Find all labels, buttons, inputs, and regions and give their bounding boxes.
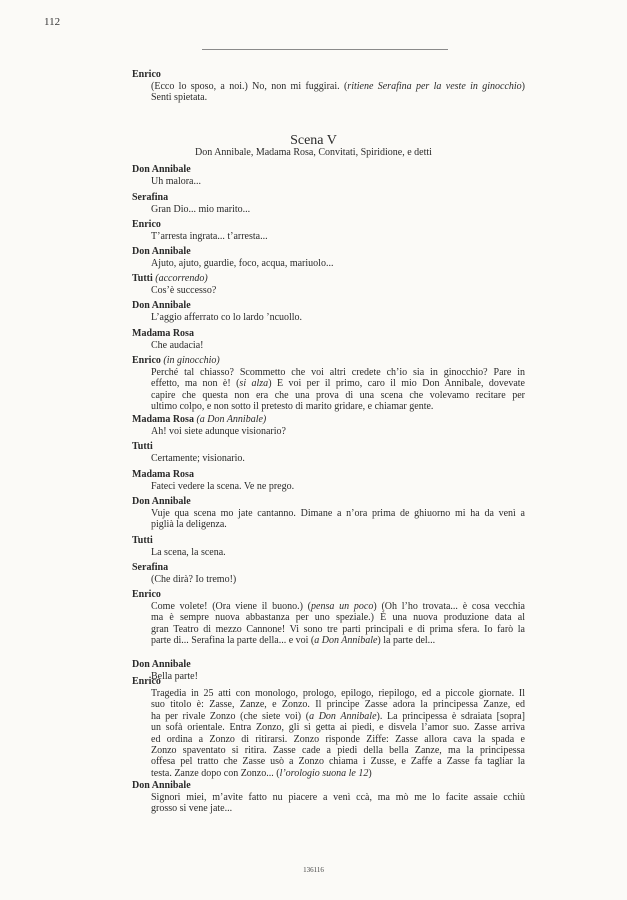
speaker-name [132, 676, 161, 688]
inline-direction: a Don Annibale [309, 710, 377, 722]
dialogue-line [151, 453, 525, 465]
dialogue-line [151, 711, 525, 723]
speaker-label: Don Annibale [132, 496, 191, 507]
dialogue-line [151, 378, 525, 390]
line-text: Ah! voi siete adunque visionario? [151, 426, 286, 437]
line-text: ha per rivale Zonzo (che siete voi) ( [151, 710, 310, 722]
stage-direction: (in ginocchio) [160, 355, 220, 366]
speaker-label: Don Annibale [132, 164, 191, 175]
speaker-name [132, 441, 153, 453]
speaker-label: Serafina [132, 562, 169, 573]
speaker-name [132, 355, 220, 367]
line-text: Fateci vedere la scena. Ve ne prego. [151, 481, 295, 492]
line-text: ). La principessa è sdraiata [sopra] [376, 710, 525, 722]
speaker-label: Don Annibale [132, 780, 191, 791]
line-text: piglià la deligenza. [151, 519, 227, 531]
dialogue-line [151, 401, 525, 413]
dialogue-line [151, 547, 525, 559]
line-text: ) [368, 767, 372, 779]
dialogue-line [151, 722, 525, 734]
dialogue-line [151, 231, 525, 243]
speaker-label: Enrico [132, 69, 161, 80]
line-text: offesa pel tratto che Zasse usò a Zonzo chiama i Zusse, e Zaffe a Zasse fa tagliar la [151, 756, 525, 768]
speaker-label: Tutti [132, 441, 153, 452]
speaker-label: Don Annibale [132, 659, 191, 670]
speaker-name [132, 535, 153, 547]
line-text: ) (Oh l’ho trovata... è cosa vecchia [373, 601, 525, 612]
speaker-name [132, 414, 266, 426]
line-text: capire che questa non era che una prova di una scena che volevamo recitare per [151, 389, 525, 401]
speaker-name [132, 469, 194, 481]
dialogue-line [151, 671, 525, 683]
dialogue-line [151, 792, 525, 804]
line-text: (Ecco lo sposo, a noi.) No, non mi fuggirai. ( [151, 81, 348, 92]
speaker-label: Tutti [132, 535, 153, 546]
line-text: (Che dirà? Io tremo!) [151, 574, 237, 585]
line-text: La scena, la scena. [151, 547, 226, 558]
header-rule [202, 49, 448, 50]
inline-direction: pensa un poco [311, 601, 374, 612]
line-text: Perché tal chiasso? Scommetto che voi altri credete ch’io sia in ginocchio? Pare in [151, 367, 525, 378]
dialogue-line [151, 508, 525, 520]
dialogue-line [151, 803, 525, 815]
line-text: ) E voi per il primo, caro il mio Don Annibale, dovevate [268, 378, 525, 390]
dialogue-line [151, 612, 525, 624]
speaker-label: Enrico [132, 676, 161, 687]
dialogue-line [151, 688, 525, 700]
dialogue-line [151, 204, 525, 216]
line-text: T’arresta ingrata... t’arresta... [151, 231, 268, 242]
inline-direction: a Don Annibale [314, 635, 378, 647]
line-text: Certamente; visionario. [151, 453, 245, 464]
dialogue-line [151, 367, 525, 379]
stage-direction: (accorrendo) [152, 273, 208, 284]
dialogue-line [151, 734, 525, 746]
speaker-label: Serafina [132, 192, 169, 203]
speaker-label: Enrico [132, 355, 161, 366]
dialogue-line [151, 258, 525, 270]
line-text: Senti spietata. [151, 92, 208, 104]
speaker-label: Tutti [132, 273, 153, 284]
dialogue-line [151, 92, 525, 104]
line-text: Vuje qua scena mo jate cantanno. Dimane a n’ora prima de ghiuorno mi ha da venì a [151, 508, 525, 519]
line-text: testa. Zanze dopo con Zonzo... ( [151, 767, 280, 779]
speaker-name [132, 300, 191, 312]
inline-direction: ritiene Serafina per la veste in ginocchio [347, 81, 522, 92]
speaker-name [132, 273, 208, 285]
page-number: 112 [44, 16, 61, 28]
speaker-name [132, 659, 191, 671]
dialogue-line [151, 481, 525, 493]
line-text: ultimo colpo, e non sotto il pretesto di marito gridare, e chiamar gente. [151, 401, 434, 413]
dialogue-line [151, 745, 525, 757]
speaker-name [132, 496, 191, 508]
speaker-label: Madama Rosa [132, 414, 194, 425]
line-text: Ajuto, ajuto, guardie, foco, acqua, mariuolo... [151, 258, 334, 269]
speaker-label: Madama Rosa [132, 328, 194, 339]
speaker-label: Don Annibale [132, 300, 191, 311]
dialogue-line [151, 699, 525, 711]
dialogue-line [151, 756, 525, 768]
scene-characters: Don Annibale, Madama Rosa, Convitati, Spiridione, e detti [195, 147, 432, 158]
dialogue-line [151, 574, 525, 586]
speaker-name [132, 219, 161, 231]
inline-direction: si alza [239, 378, 269, 390]
line-text: Zonzo spaventato si ritira. Zasse cade a piedi della bella Zanze, ma la principessa [151, 745, 525, 756]
line-text: L’aggio afferrato co lo lardo ’ncuollo. [151, 312, 303, 323]
line-text: ma è sempre nuova abbastanza per uno speziale.) È una nuova produzione data al [151, 612, 525, 624]
dialogue-line [151, 81, 525, 93]
line-text: ) la parte del... [377, 635, 436, 647]
line-text: grosso si vene jate... [151, 803, 233, 815]
speaker-name [132, 69, 161, 81]
inline-direction: l’orologio suona le 12 [279, 767, 369, 779]
speaker-name [132, 589, 161, 601]
dialogue-line [151, 768, 525, 780]
line-text: Signori miei, m’avite fatto nu piacere a venì ccà, ma mò me lo facite assaie cchiù [151, 792, 525, 803]
line-text: parte di... Serafina la parte della... e voi ( [151, 635, 315, 647]
speaker-name [132, 246, 191, 258]
line-text: effetto, ma non è! ( [151, 378, 240, 390]
footer-code: 136116 [303, 866, 324, 874]
line-text: Gran Dio... mio marito... [151, 204, 251, 215]
line-text: suo titolo è: Zasse, Zanze, e Zonzo. Il principe Zasse adora la principessa Zanze, ed [151, 699, 525, 711]
line-text: Come volete! (Ora viene il buono.) ( [151, 601, 312, 612]
dialogue-line [151, 285, 525, 297]
speaker-label: Madama Rosa [132, 469, 194, 480]
line-text: Uh malora... [151, 176, 201, 187]
speaker-label: Enrico [132, 589, 161, 600]
scene-title: Scena V [290, 133, 337, 148]
speaker-name [132, 164, 191, 176]
speaker-name [132, 192, 168, 204]
line-text: ) [521, 81, 526, 92]
speaker-name [132, 328, 194, 340]
speaker-label: Enrico [132, 219, 161, 230]
dialogue-line [151, 426, 525, 438]
dialogue-line [151, 601, 525, 613]
speaker-name [132, 780, 191, 792]
line-text: Cos’è successo? [151, 285, 217, 296]
dialogue-line [151, 176, 525, 188]
line-text: un sofà orientale. Entra Zonzo, gli si getta ai piedi, e disvela l’amor suo. Zasse arriva [151, 722, 525, 734]
dialogue-line [151, 624, 525, 636]
speaker-label: Don Annibale [132, 246, 191, 257]
line-text: Tragedia in 25 atti con monologo, prologo, epilogo, riepilogo, ed a piccole giornate. Il [151, 688, 525, 699]
stage-direction: (a Don Annibale) [193, 414, 267, 425]
speaker-name [132, 562, 168, 574]
dialogue-line [151, 390, 525, 402]
line-text: Che audacia! [151, 340, 204, 351]
line-text: gran Teatro di mezzo Cannone! Vi sono tre parti principali e di prima sfera. Io farò la [151, 623, 525, 635]
dialogue-line [151, 635, 525, 647]
line-text: ed ordina a Zonzo di ritirarsi. Zonzo risponde Ziffe: Zasse allora cava la spada e [151, 733, 525, 745]
line-text: Bella parte! [151, 671, 198, 682]
dialogue-line [151, 312, 525, 324]
dialogue-line [151, 340, 525, 352]
dialogue-line [151, 519, 525, 531]
